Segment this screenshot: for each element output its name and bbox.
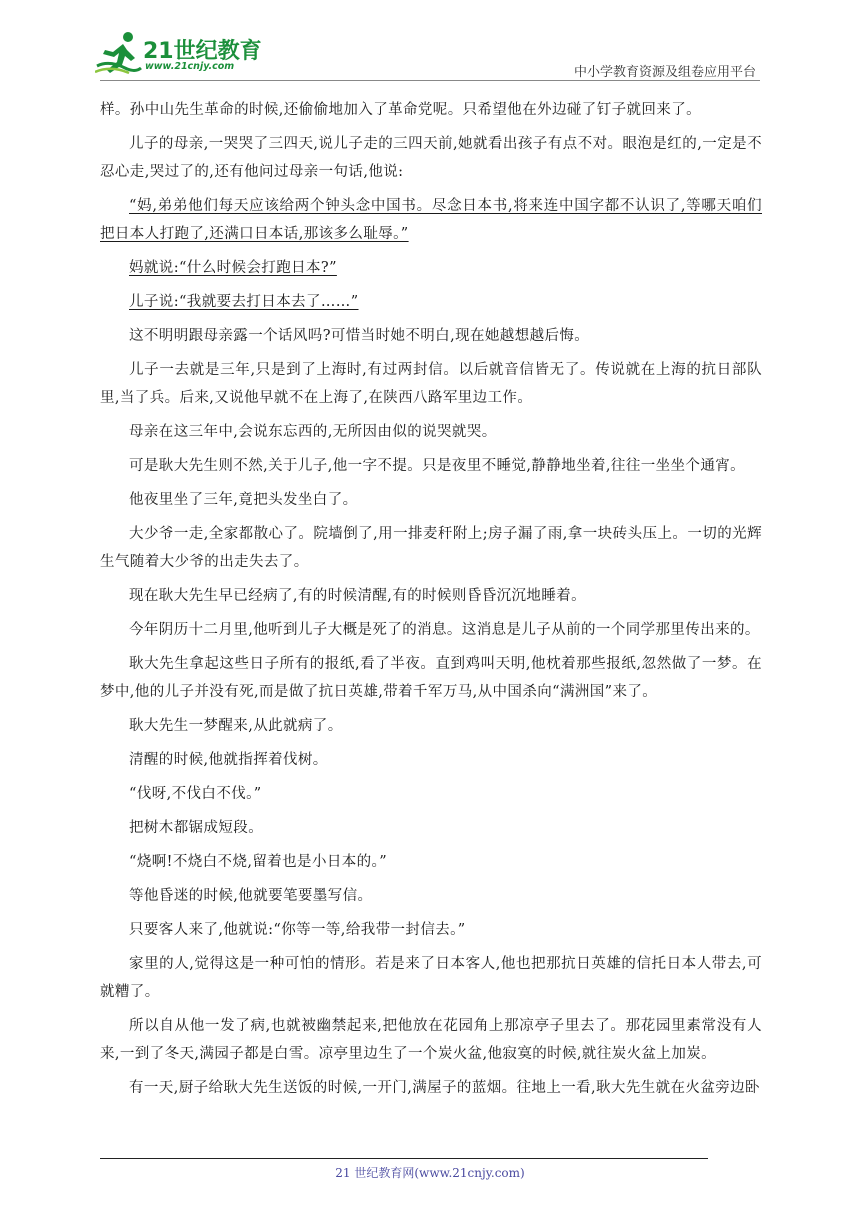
paragraph: 儿子的母亲,一哭哭了三四天,说儿子走的三四天前,她就看出孩子有点不对。眼泡是红的,一定是不忍心走,哭过了的,还有他问过母亲一句话,他说: — [100, 136, 762, 180]
paragraph: 所以自从他一发了病,也就被幽禁起来,把他放在花园角上那凉亭子里去了。那花园里素常没有人来,一到了冬天,满园子都是白雪。凉亭里边生了一个炭火盆,他寂寞的时候,就往炭火盆上加炭。 — [100, 1018, 762, 1062]
underlined-paragraph: “妈,弟弟他们每天应该给两个钟头念中国书。尽念日本书,将来连中国字都不认识了,等哪天咱们把日本人打跑了,还满口日本话,那该多么耻辱。” — [100, 198, 762, 242]
logo-text: 21世纪教育 — [143, 39, 262, 64]
paragraph: 清醒的时候,他就指挥着伐树。 — [129, 752, 328, 768]
paragraph: “伐呀,不伐白不伐。” — [129, 786, 262, 802]
footer-divider — [100, 1158, 708, 1159]
page-footer[interactable]: 21 世纪教育网(www.21cnjy.com) — [335, 1166, 525, 1180]
paragraph: 现在耿大先生早已经病了,有的时候清醒,有的时候则昏昏沉沉地睡着。 — [129, 588, 587, 604]
paragraph: 耿大先生一梦醒来,从此就病了。 — [129, 718, 343, 734]
paragraph: 可是耿大先生则不然,关于儿子,他一字不提。只是夜里不睡觉,静静地坐着,往往一坐坐个通宵。 — [129, 458, 746, 474]
paragraph: 儿子一去就是三年,只是到了上海时,有过两封信。以后就音信皆无了。传说就在上海的抗日部队里,当了兵。后来,又说他早就不在上海了,在陕西八路军里边工作。 — [100, 362, 762, 406]
logo-url: www.21cnjy.com — [145, 61, 235, 72]
paragraph: 母亲在这三年中,会说东忘西的,无所因由似的说哭就哭。 — [129, 424, 497, 440]
site-logo[interactable] — [95, 30, 265, 78]
paragraph: “烧啊!不烧白不烧,留着也是小日本的。” — [129, 854, 388, 870]
page-header — [0, 0, 860, 90]
paragraph: 他夜里坐了三年,竟把头发坐白了。 — [129, 492, 358, 508]
paragraph: 把树木都锯成短段。 — [129, 820, 264, 836]
paragraph: 这不明明跟母亲露一个话风吗?可惜当时她不明白,现在她越想越后悔。 — [129, 328, 590, 344]
paragraph: 等他昏迷的时候,他就要笔要墨写信。 — [129, 888, 373, 904]
underlined-paragraph: 妈就说:“什么时候会打跑日本?” — [129, 260, 337, 276]
header-divider — [100, 80, 760, 81]
paragraph: 样。孙中山先生革命的时候,还偷偷地加入了革命党呢。只希望他在外边碰了钉子就回来了。 — [100, 102, 702, 118]
runner-logo-icon — [95, 30, 143, 76]
paragraph: 大少爷一走,全家都散心了。院墙倒了,用一排麦秆附上;房子漏了雨,拿一块砖头压上。一切的光辉生气随着大少爷的出走失去了。 — [100, 526, 762, 570]
platform-title: 中小学教育资源及组卷应用平台 — [573, 65, 756, 80]
underlined-paragraph: 儿子说:“我就要去打日本去了……” — [129, 294, 359, 310]
paragraph: 家里的人,觉得这是一种可怕的情形。若是来了日本客人,他也把那抗日英雄的信托日本人带去,可就糟了。 — [100, 956, 762, 1000]
article-body — [100, 96, 762, 1108]
paragraph: 只要客人来了,他就说:“你等一等,给我带一封信去。” — [129, 922, 466, 938]
paragraph: 耿大先生拿起这些日子所有的报纸,看了半夜。直到鸡叫天明,他枕着那些报纸,忽然做了一梦。在梦中,他的儿子并没有死,而是做了抗日英雄,带着千军万马,从中国杀向“满洲国”来了。 — [100, 656, 762, 700]
paragraph: 有一天,厨子给耿大先生送饭的时候,一开门,满屋子的蓝烟。往地上一看,耿大先生就在火盆旁边卧 — [129, 1080, 760, 1096]
paragraph: 今年阴历十二月里,他听到儿子大概是死了的消息。这消息是儿子从前的一个同学那里传出来的。 — [129, 622, 760, 638]
